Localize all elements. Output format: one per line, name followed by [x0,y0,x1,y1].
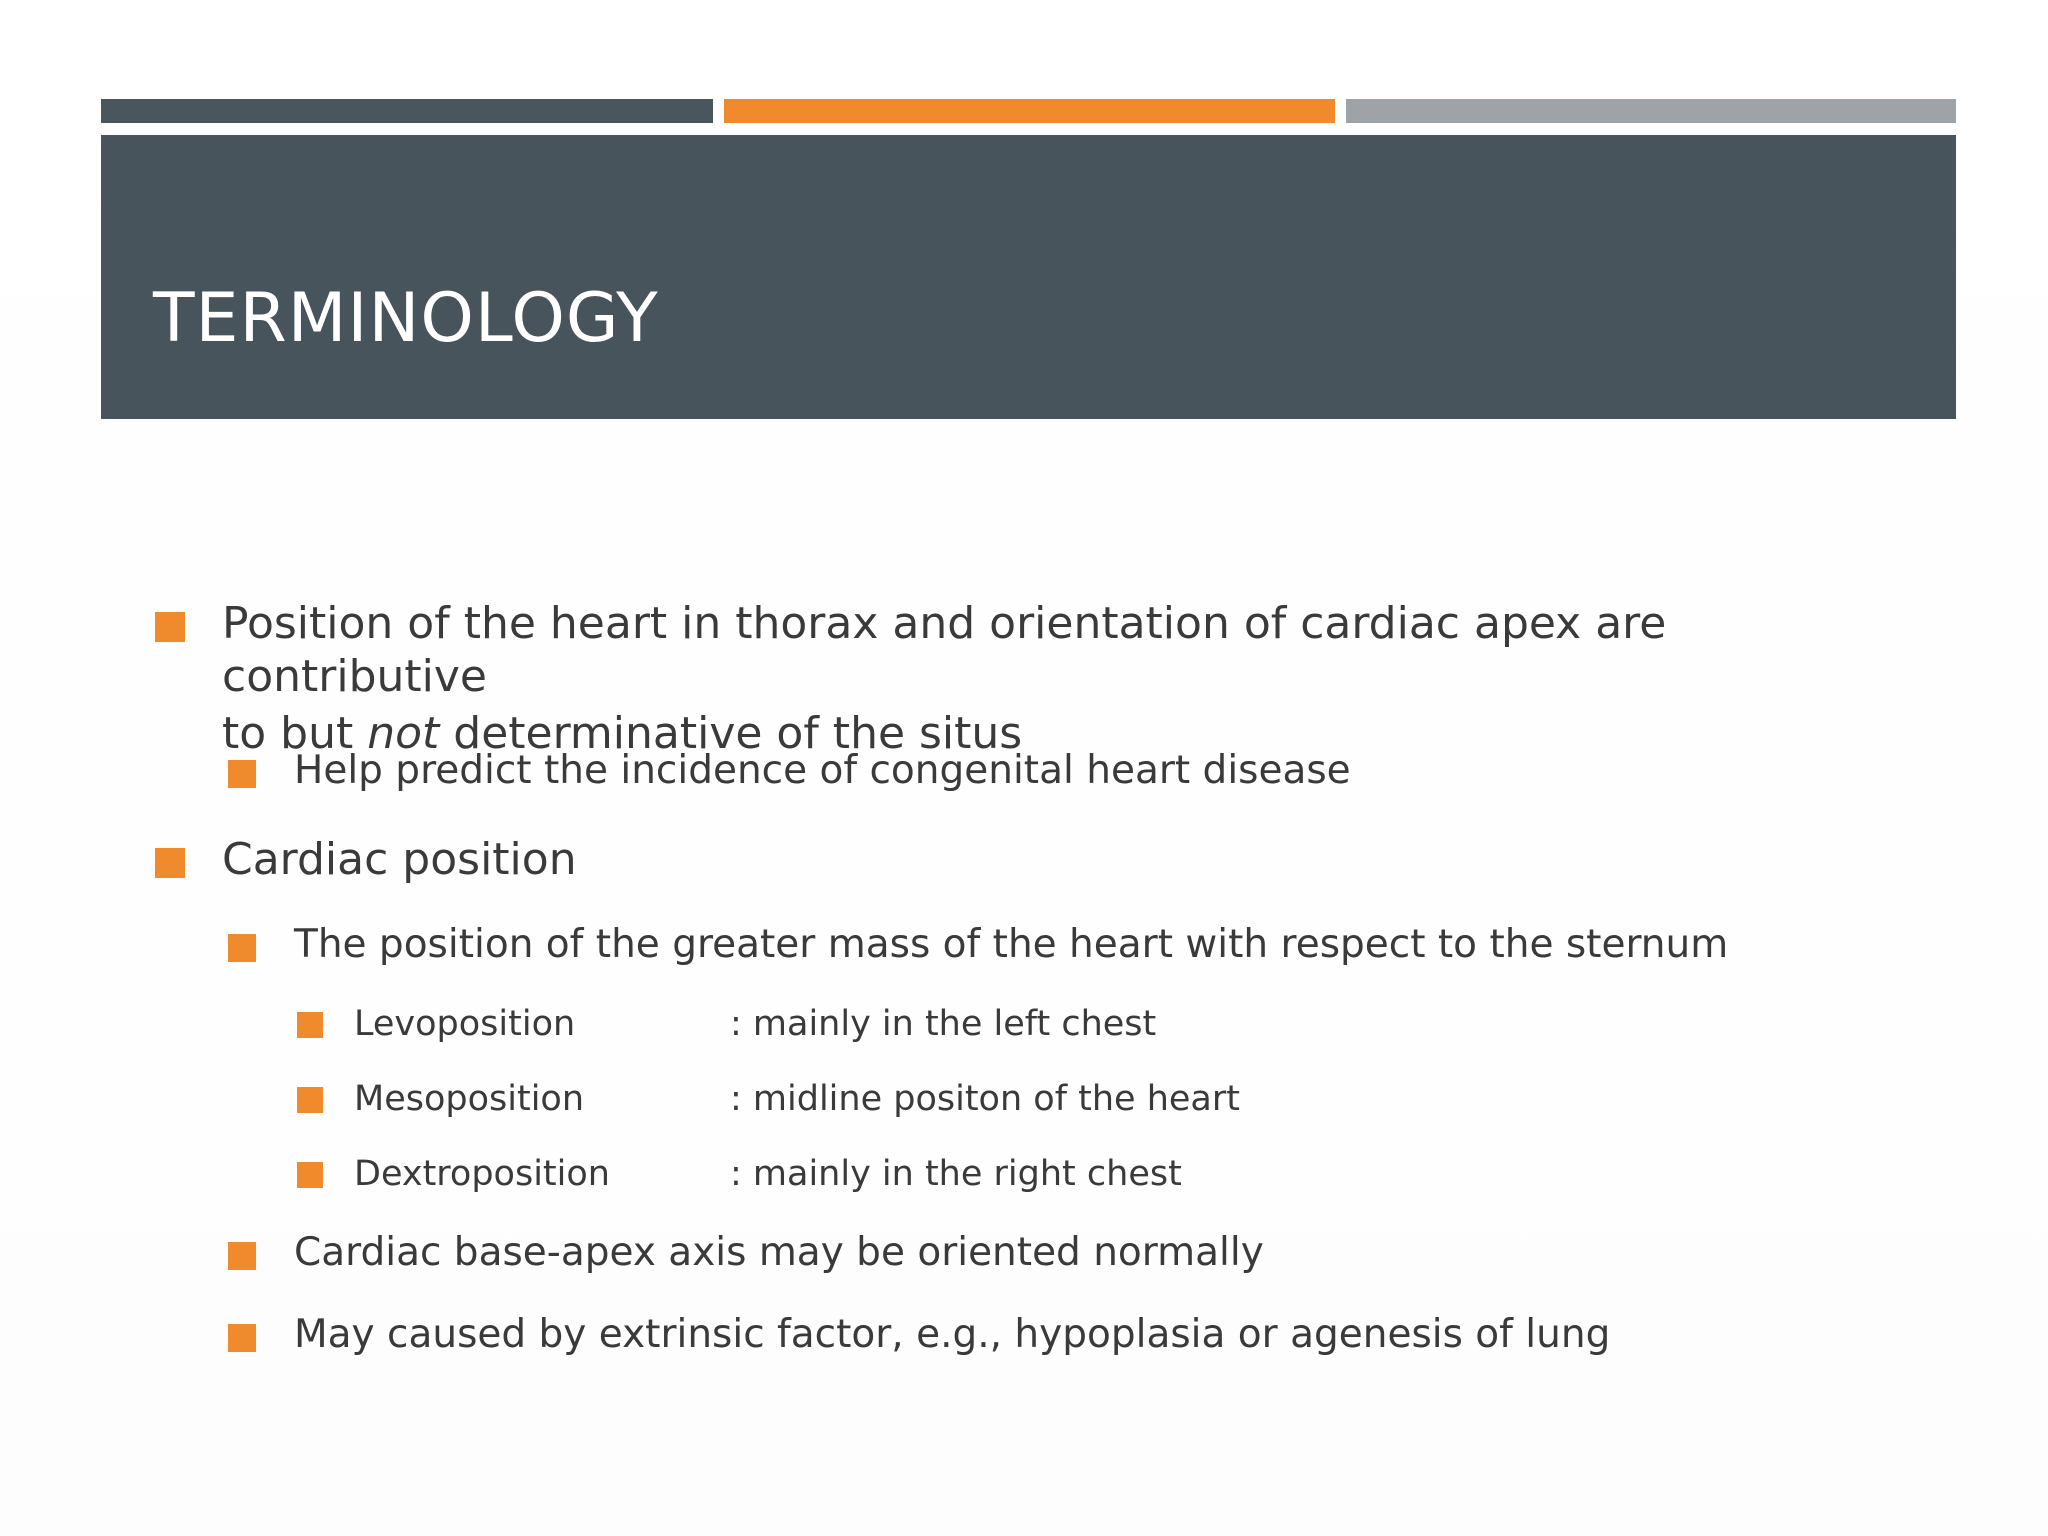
bullet-extrinsic-factor: May caused by extrinsic factor, e.g., hypoplasia or agenesis of lung [294,1312,1611,1357]
bullet-square-icon [297,1012,323,1038]
bullet-cardiac-position: Cardiac position [222,834,577,885]
bullet-text-line-1: Position of the heart in thorax and orientation of cardiac apex are contributive [222,598,1667,702]
bullet-square-icon [228,1324,256,1352]
bullet-square-icon [228,1242,256,1270]
bullet-square-icon [297,1162,323,1188]
term-label: Levoposition [354,1004,576,1044]
term-label: Mesoposition [354,1079,585,1119]
term-definition: : mainly in the left chest [730,1004,1157,1044]
bullet-greater-mass: The position of the greater mass of the heart with respect to the sternum [294,922,1729,967]
bullet-square-icon [228,760,256,788]
text-post: determinative of the situs [439,707,1023,759]
bullet-position-of-heart [222,598,1922,760]
bullet-square-icon [228,934,256,962]
slide-title: TERMINOLOGY [153,279,659,358]
term-label: Dextroposition [354,1154,610,1194]
bullet-square-icon [297,1087,323,1113]
term-definition: : midline positon of the heart [730,1079,1240,1119]
text-emphasis: not [367,707,440,759]
bullet-square-icon [155,612,185,642]
bullet-predict-incidence: Help predict the incidence of congenital heart disease [294,748,1351,793]
term-definition: : mainly in the right chest [730,1154,1182,1194]
text-pre: to but [222,707,368,759]
bullet-base-apex-axis: Cardiac base-apex axis may be oriented normally [294,1230,1264,1275]
bullet-square-icon [155,848,185,878]
